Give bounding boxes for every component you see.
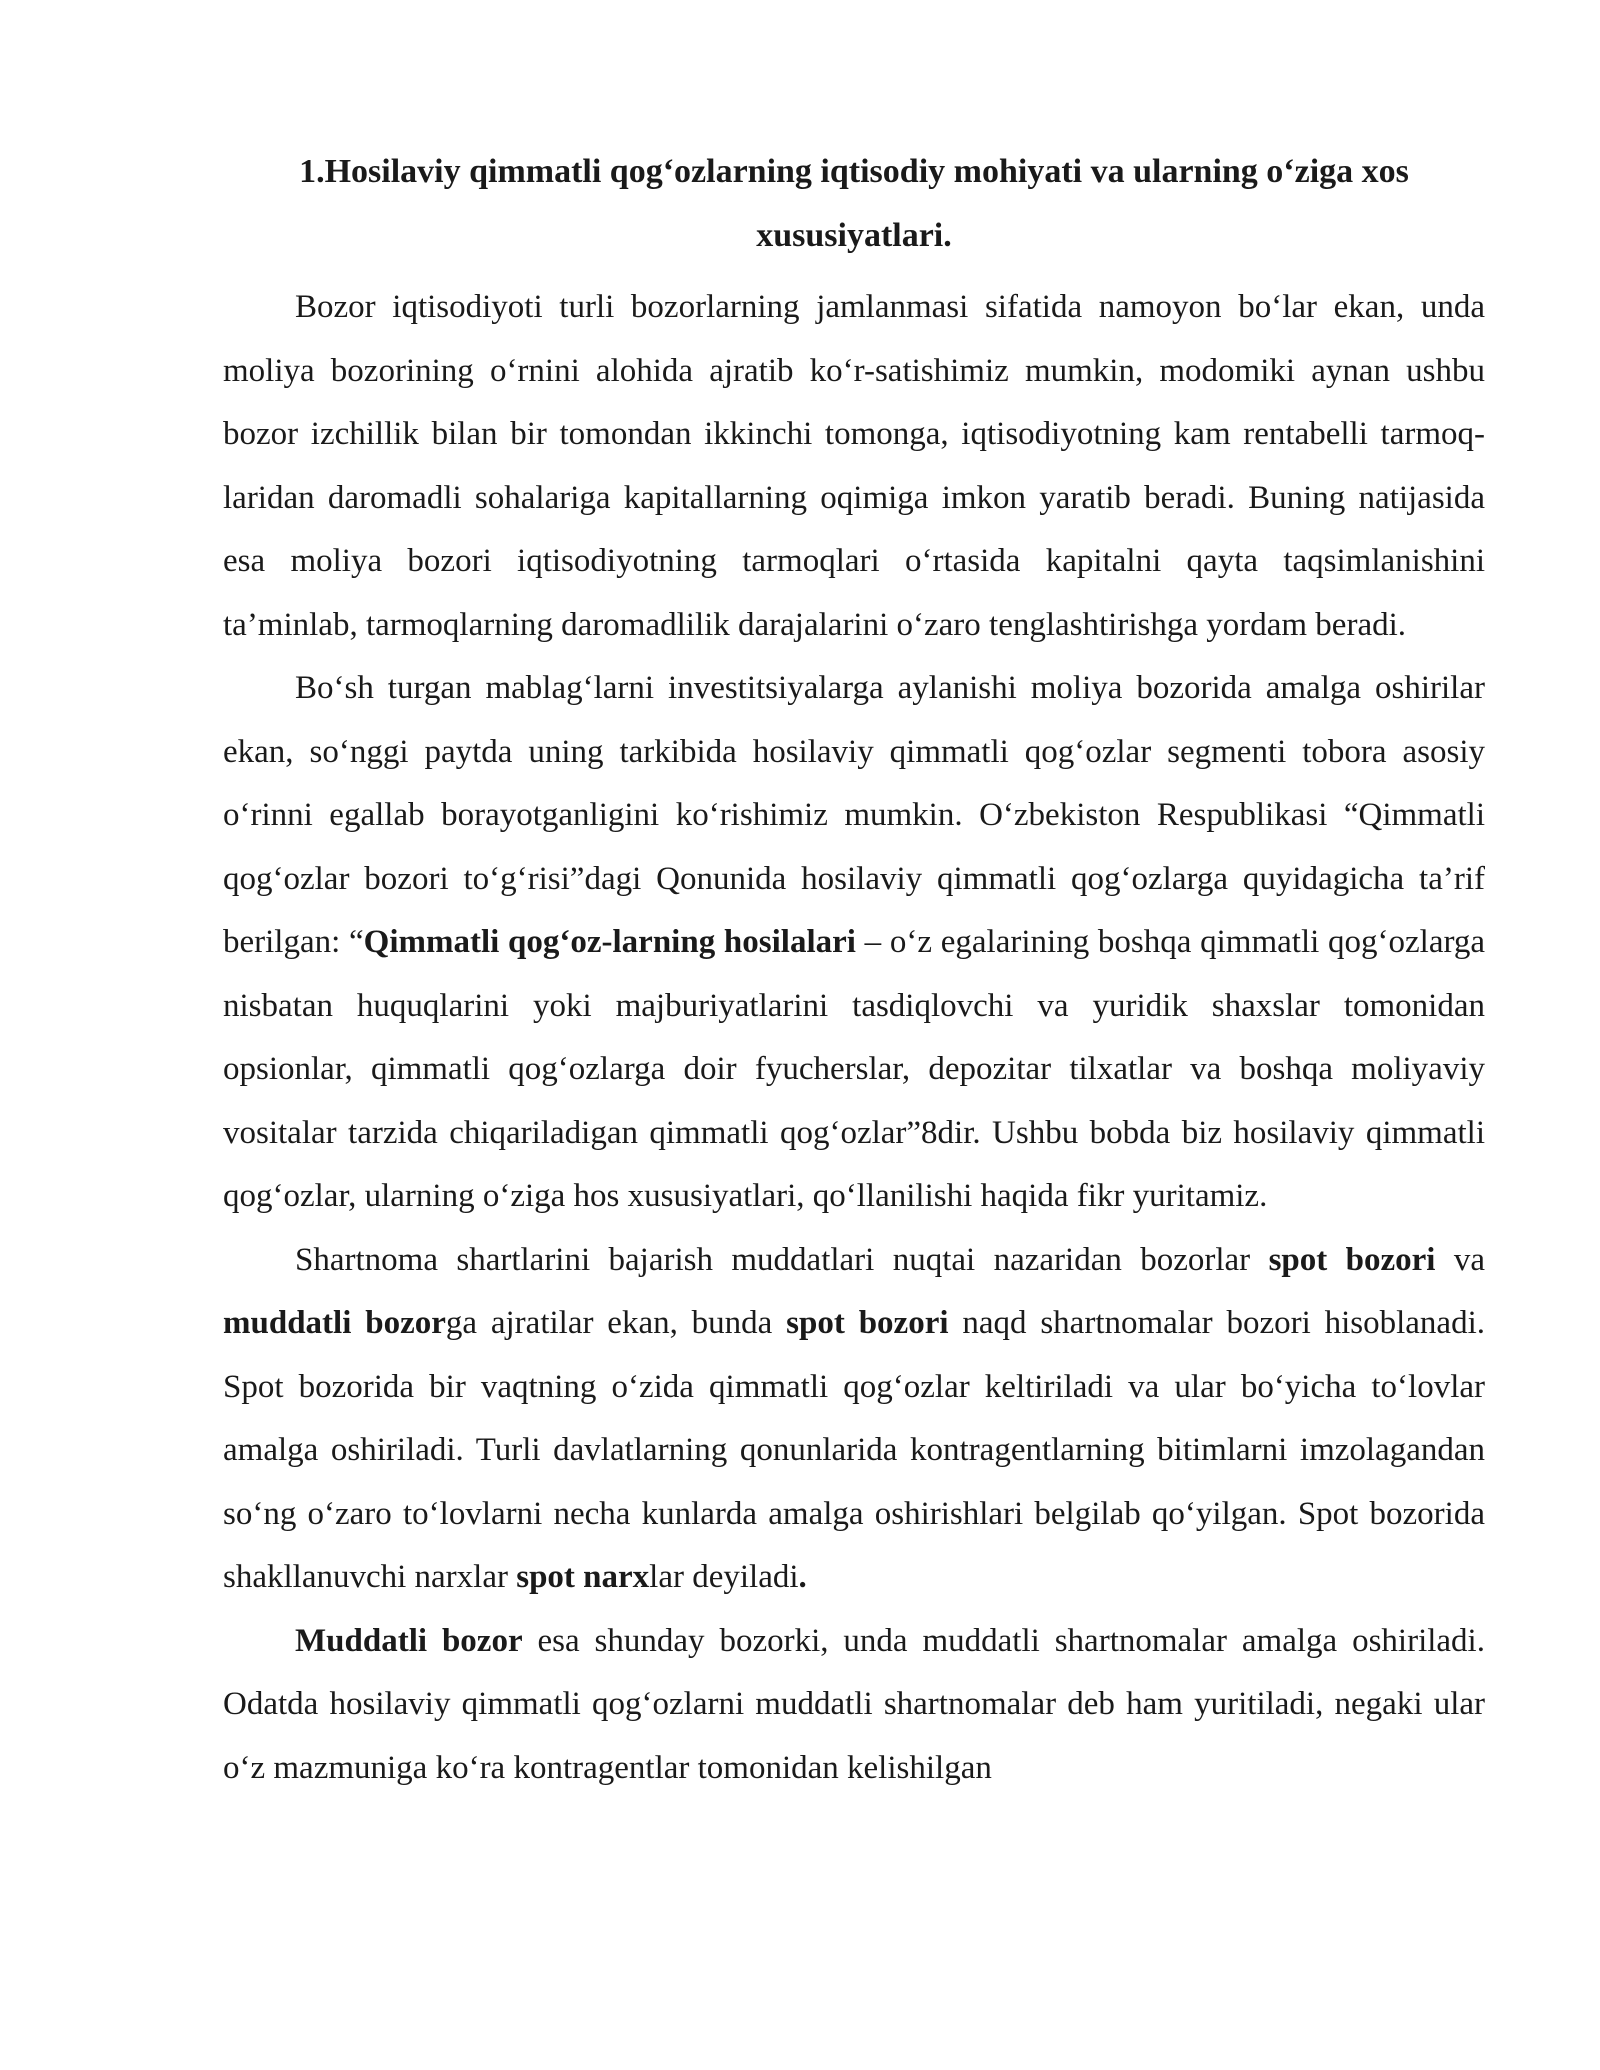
term-muddatli-bozor-lead: Muddatli bozor (295, 1622, 523, 1659)
paragraph-3-text-e: lar deyiladi (649, 1559, 799, 1595)
document-body (223, 140, 1485, 1800)
term-spot-bozori: spot bozori (1268, 1241, 1436, 1278)
paragraph-3-period: . (798, 1559, 807, 1595)
paragraph-2-text-a: Bo‘sh turgan mablag‘larni investitsiyalarga aylanishi moliya bozorida amalga oshirilar ekan, so‘nggi paytda uning tarkibida hosilaviy qimmatli qog‘ozlar segmenti tobora asosiy o‘rinni egallab borayotganligini ko‘rishimiz mumkin. O‘zbekiston Respublikasi “Qimmatli qog‘ozlar bozori to‘g‘risi”dagi Qonunida hosilaviy qimmatli qog‘ozlarga quyidagicha ta’rif berilgan: “ (223, 670, 1485, 960)
term-spot-narx: spot narx (516, 1559, 650, 1595)
paragraph-2 (223, 657, 1485, 1229)
term-muddatli-bozor: muddatli bozor (223, 1305, 446, 1341)
paragraph-3-text-b: va (1435, 1241, 1485, 1278)
paragraph-3 (223, 1229, 1485, 1610)
paragraph-2-text-b: – o‘z egalarining boshqa qimmatli qog‘ozlarga nisbatan huquqlarini yoki majburiyatlarini tasdiqlovchi va yuridik shaxslar tomonidan opsionlar, qimmatli qog‘ozlarga doir fyucherslar, depozitar tilxatlar va boshqa moliyaviy vositalar tarzida chiqariladigan qimmatli qog‘ozlar”8dir. Ushbu bobda biz hosilaviy qimmatli qog‘ozlar, ularning o‘ziga hos xususiyatlari, qo‘llanilishi haqida fikr yuritamiz. (223, 924, 1486, 1214)
paragraph-4-text: esa shunday bozorki, unda muddatli shartnomalar amalga oshiriladi. Odatda hosilaviy qimmatli qog‘ozlarni muddatli shartnomalar deb ham yuritiladi, negaki ular o‘z mazmuniga ko‘ra kontragentlar tomonidan kelishilgan (223, 1622, 1485, 1786)
paragraph-3-text-c: ga ajratilar ekan, bunda (445, 1305, 787, 1341)
term-spot-bozori-2: spot bozori (786, 1305, 949, 1341)
term-definition-bold: Qimmatli qog‘oz-larning hosilalari (363, 924, 856, 960)
paragraph-1-text: Bozor iqtisodiyoti turli bozorlarning jamlanmasi sifatida namoyon bo‘lar ekan, unda moliya bozorining o‘rnini alohida ajratib ko‘r-satishimiz mumkin, modomiki aynan ushbu bozor izchillik bilan bir tomondan ikkinchi tomonga, iqtisodiyotning kam rentabelli tarmoq-laridan daromadli sohalariga kapitallarning oqimiga imkon yaratib beradi. Buning natijasida esa moliya bozori iqtisodiyotning tarmoqlari o‘rtasida kapitalni qayta taqsimlanishini ta’minlab, tarmoqlarning daromadlilik darajalarini o‘zaro tenglashtirishga yordam beradi. (223, 289, 1485, 643)
paragraph-3-text-d: naqd shartnomalar bozori hisoblanadi. Spot bozorida bir vaqtning o‘zida qimmatli qog‘ozlar keltiriladi va ular bo‘yicha to‘lovlar amalga oshiriladi. Turli davlatlarning qonunlarida kontragentlarning bitimlarni imzolagandan so‘ng o‘zaro to‘lovlarni necha kunlarda amalga oshirishlari belgilab qo‘yilgan. Spot bozorida shakllanuvchi narxlar (223, 1305, 1485, 1595)
paragraph-4 (223, 1610, 1485, 1801)
paragraph-3-text-a: Shartnoma shartlarini bajarish muddatlari nuqtai nazaridan bozorlar (295, 1241, 1269, 1278)
paragraph-1 (223, 276, 1485, 657)
section-title: 1.Hosilaviy qimmatli qog‘ozlarning iqtisodiy mohiyati va ularning o‘ziga xos xususiyatlari. (299, 153, 1409, 254)
